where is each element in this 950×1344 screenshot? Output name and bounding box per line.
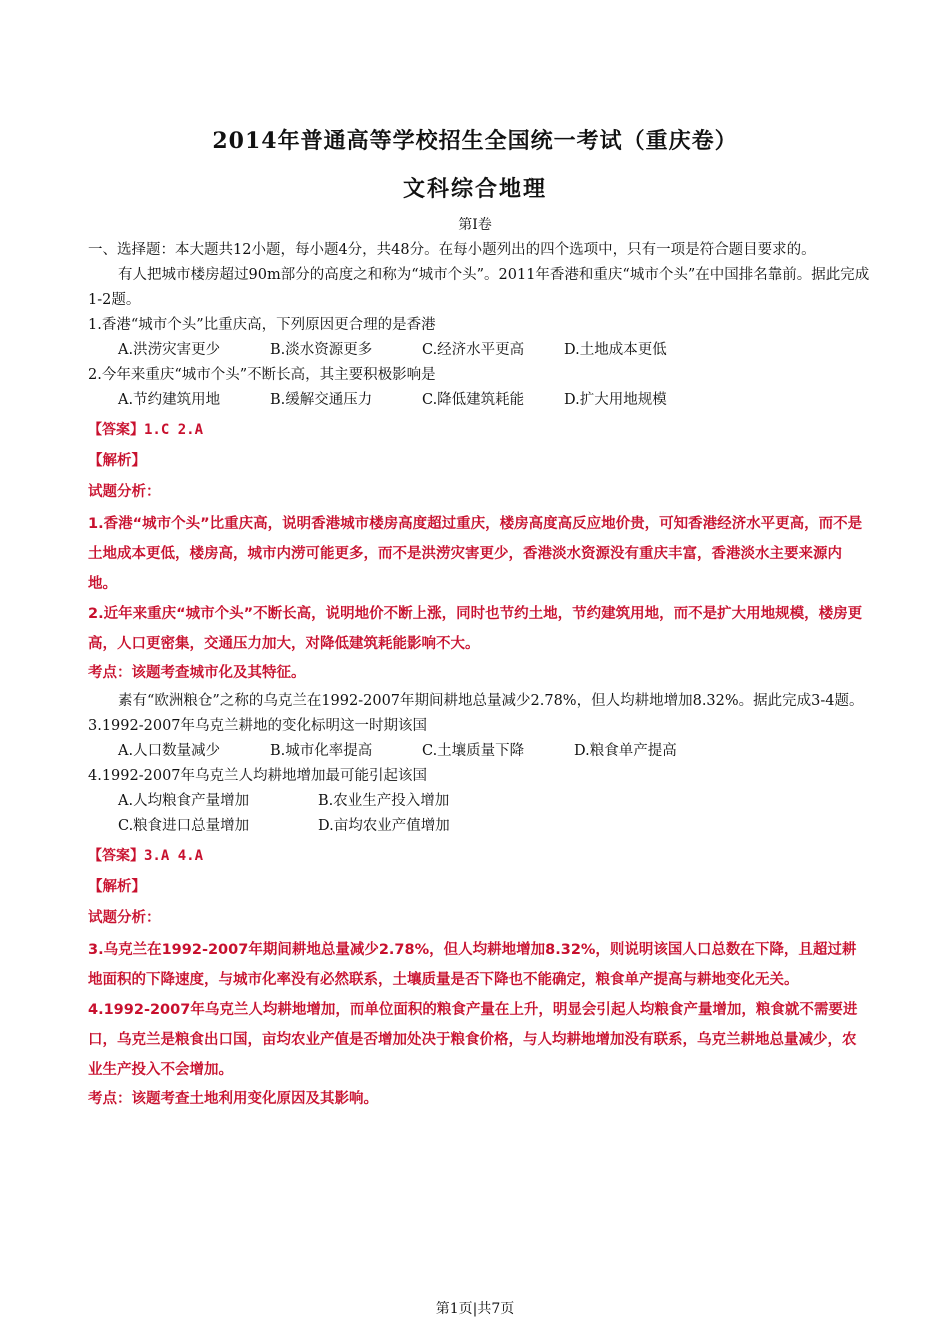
answer-3-4: [88, 844, 870, 869]
analysis-1: 1.香港“城市个头”比重庆高，说明香港城市楼房高度超过重庆，楼房高度高反应地价贵，可知香港经济水平更高，而不是土地成本更低，楼房高，城市内涝可能更多，而不是洪涝灾害更少，香港淡水资源没有重庆丰富，香港淡水主要来源内地。: [88, 516, 863, 592]
option-a: A.人均粮食产量增加: [118, 793, 250, 809]
option-a: A.节约建筑用地: [118, 392, 221, 408]
analysis-3: 3.乌克兰在1992-2007年期间耕地总量减少2.78%，但人均耕地增加8.32%，则说明该国人口总数在下降，且超过耕地面积的下降速度，与城市化率没有必然联系，土壤质量是否下降也不能确定，粮食单产提高与耕地变化无关。: [88, 942, 857, 988]
analysis-label: 【解析】: [88, 879, 146, 895]
question-4-options-row2: [88, 814, 870, 839]
option-d: D.粮食单产提高: [574, 743, 677, 759]
option-c: C.降低建筑耗能: [422, 392, 525, 408]
page-footer: 第1页|共7页: [435, 1301, 515, 1317]
answer-value: 3.A 4.A: [144, 848, 204, 864]
option-b: B.淡水资源更多: [270, 342, 373, 358]
question-2-options: [88, 388, 870, 413]
option-a: A.人口数量减少: [118, 743, 221, 759]
option-d: D.土地成本更低: [564, 342, 667, 358]
analysis-subheading: 试题分析：: [88, 484, 161, 500]
option-b: B.城市化率提高: [270, 743, 373, 759]
analysis-2: 2.近年来重庆“城市个头”不断长高，说明地价不断上涨，同时也节约土地，节约建筑用地，而不是扩大用地规模，楼房更高，人口更密集，交通压力加大，对降低建筑耗能影响不大。: [88, 606, 863, 652]
instructions: 一、选择题：本大题共12小题，每小题4分，共48分。在每小题列出的四个选项中，只有一项是符合题目要求的。: [88, 242, 816, 258]
document-body: [88, 238, 870, 1115]
exam-title: 2014年普通高等学校招生全国统一考试（重庆卷）: [212, 128, 738, 154]
option-b: B.农业生产投入增加: [318, 793, 450, 809]
question-2-stem: 2.今年来重庆“城市个头”不断长高，其主要积极影响是: [88, 367, 436, 383]
question-1-stem: 1.香港“城市个头”比重庆高，下列原因更合理的是香港: [88, 317, 436, 333]
answer-label: 【答案】: [88, 848, 144, 864]
option-b: B.缓解交通压力: [270, 392, 373, 408]
question-4-options-row1: [88, 789, 870, 814]
answer-label: 【答案】: [88, 422, 144, 438]
answer-value: 1.C 2.A: [144, 422, 204, 438]
question-4-stem: 4.1992-2007年乌克兰人均耕地增加最可能引起该国: [88, 768, 428, 784]
knowledge-point-1: 考点：该题考查城市化及其特征。: [88, 665, 306, 681]
question-3-options: [88, 739, 870, 764]
group2-intro: 素有“欧洲粮仓”之称的乌克兰在1992-2007年期间耕地总量减少2.78%，但人均耕地增加8.32%。据此完成3-4题。: [118, 693, 864, 709]
option-a: A.洪涝灾害更少: [118, 342, 221, 358]
option-d: D.扩大用地规模: [564, 392, 667, 408]
analysis-label: 【解析】: [88, 453, 146, 469]
question-3-stem: 3.1992-2007年乌克兰耕地的变化标明这一时期该国: [88, 718, 428, 734]
answer-1-2: [88, 418, 870, 443]
question-1-options: [88, 338, 870, 363]
option-d: D.亩均农业产值增加: [318, 818, 450, 834]
analysis-subheading: 试题分析：: [88, 910, 161, 926]
analysis-4: 4.1992-2007年乌克兰人均耕地增加，而单位面积的粮食产量在上升，明显会引起人均粮食产量增加，粮食就不需要进口，乌克兰是粮食出口国，亩均农业产值是否增加处决于粮食价格，与人均耕地增加没有联系，乌克兰耕地总量减少，农业生产投入不会增加。: [88, 1002, 858, 1078]
option-c: C.经济水平更高: [422, 342, 525, 358]
knowledge-point-2: 考点：该题考查土地利用变化原因及其影响。: [88, 1091, 378, 1107]
volume-label: 第Ⅰ卷: [458, 217, 492, 233]
exam-subtitle: 文科综合地理: [402, 176, 547, 202]
option-c: C.土壤质量下降: [422, 743, 525, 759]
group1-intro: 有人把城市楼房超过90m部分的高度之和称为“城市个头”。2011年香港和重庆“城市个头”在中国排名靠前。据此完成1-2题。: [88, 267, 870, 308]
option-c: C.粮食进口总量增加: [118, 818, 250, 834]
